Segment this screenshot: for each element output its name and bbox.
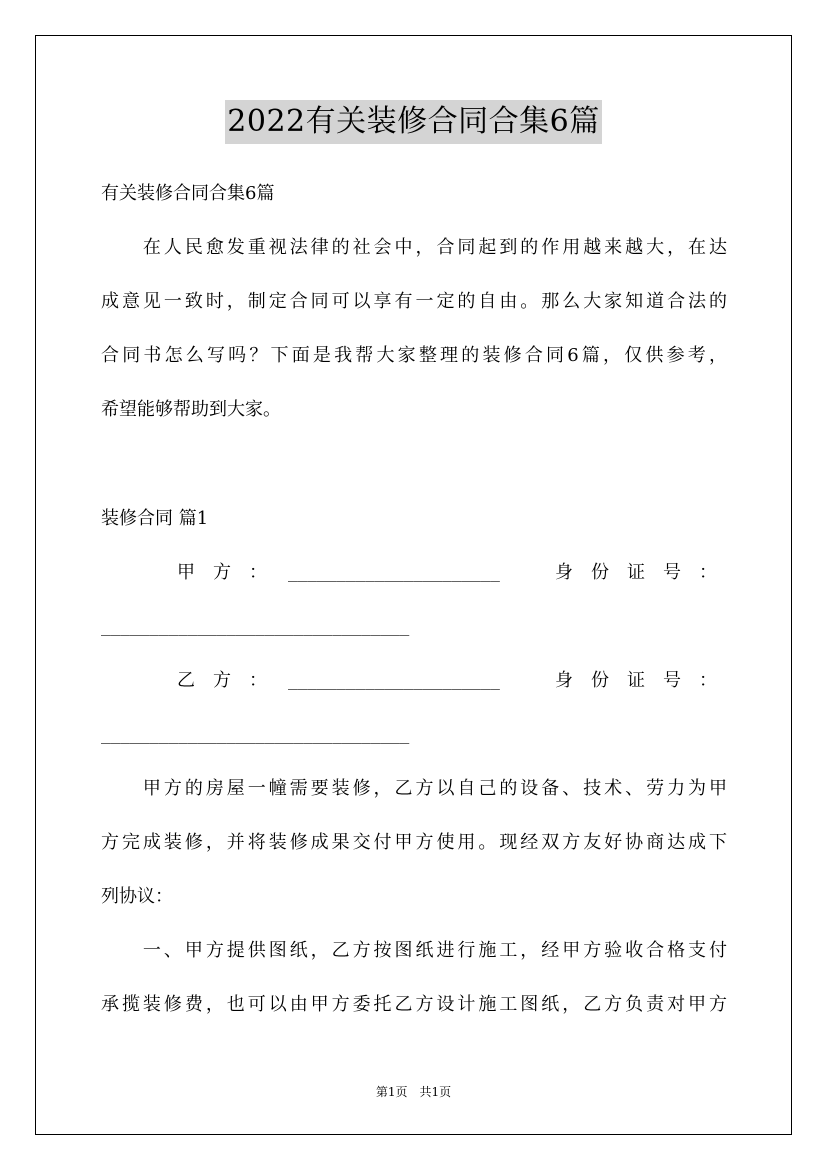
party-b-label: 乙 方 ：	[177, 670, 267, 691]
intro-line-1: 在人民愈发重视法律的社会中，合同起到的作用越来越大，在达	[101, 237, 727, 258]
party-a-id-blank: ________________________________	[101, 617, 410, 636]
page-footer: 第1页 共1页	[375, 1085, 452, 1099]
body-line-5: 承揽装修费，也可以由甲方委托乙方设计施工图纸，乙方负责对甲方	[101, 994, 727, 1015]
party-a-name-blank: ______________________	[288, 563, 500, 582]
party-b-id-label: 身 份 证 号 ：	[555, 670, 717, 691]
party-a-id-label: 身 份 证 号 ：	[555, 562, 717, 583]
party-b-name-blank: ______________________	[288, 671, 500, 690]
body-line-3: 列协议：	[101, 886, 173, 907]
intro-line-4: 希望能够帮助到大家。	[101, 399, 281, 420]
title-container	[0, 100, 827, 144]
intro-line-2: 成意见一致时，制定合同可以享有一定的自由。那么大家知道合法的	[101, 291, 727, 312]
body-line-4: 一、甲方提供图纸，乙方按图纸进行施工，经甲方验收合格支付	[101, 940, 727, 961]
section-heading: 装修合同 篇1	[101, 508, 209, 529]
document-title: 2022有关装修合同合集6篇	[225, 100, 601, 144]
body-line-2: 方完成装修，并将装修成果交付甲方使用。现经双方友好协商达成下	[101, 832, 727, 853]
party-a-label: 甲 方 ：	[177, 562, 267, 583]
intro-line-3: 合同书怎么写吗？下面是我帮大家整理的装修合同6篇，仅供参考，	[101, 345, 727, 366]
body-line-1: 甲方的房屋一幢需要装修，乙方以自己的设备、技术、劳力为甲	[101, 778, 727, 799]
document-subtitle: 有关装修合同合集6篇	[101, 183, 275, 204]
party-b-id-blank: ________________________________	[101, 725, 410, 744]
